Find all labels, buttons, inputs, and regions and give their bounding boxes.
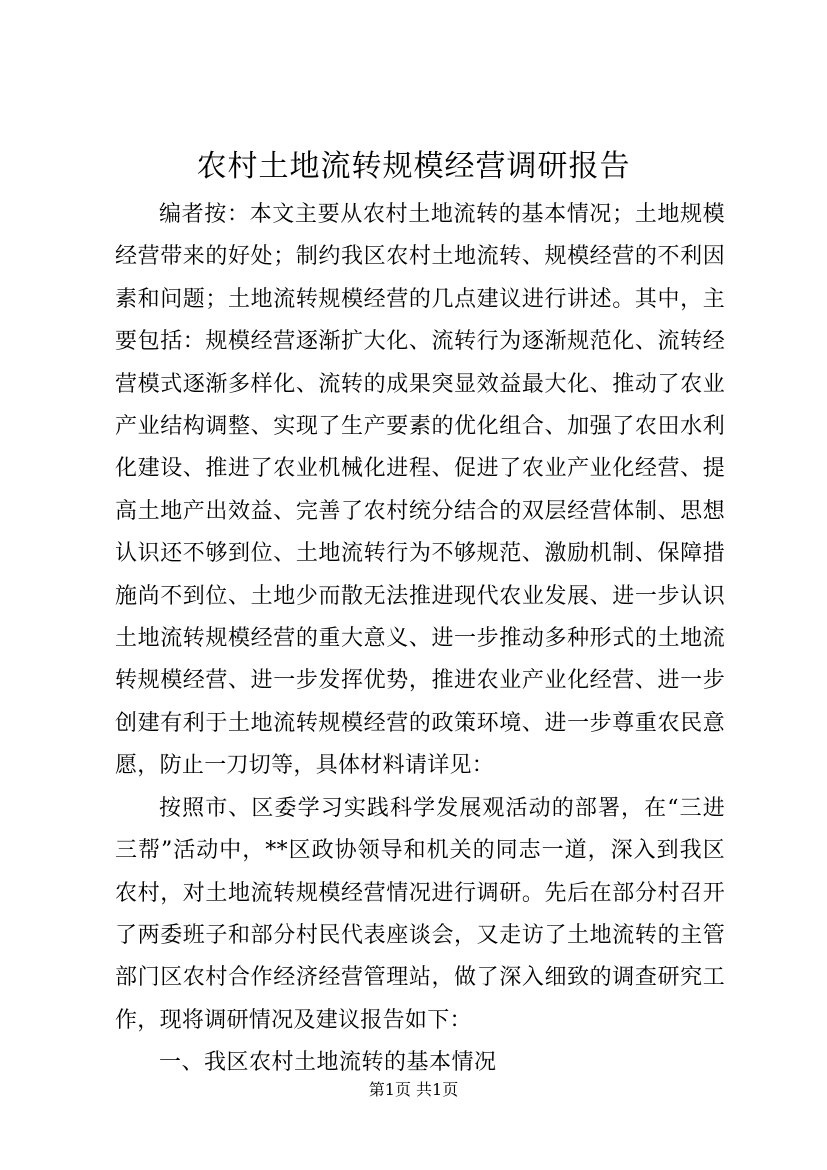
document-title: 农村土地流转规模经营调研报告 bbox=[196, 149, 631, 184]
intro-paragraph: 按照市、区委学习实践科学发展观活动的部署，在“三进三帮”活动中，**区政协领导和机关的同志一道，深入到我区农村，对土地流转规模经营情况进行调研。先后在部分村召开了两委班子和部分村民代表座谈会，又走访了土地流转的主管部门区农村合作经济经营管理站，做了深入细致的调查研究工作，现将调研情况及建议报告如下： bbox=[115, 795, 725, 1033]
editor-note-paragraph: 编者按：本文主要从农村土地流转的基本情况；土地规模经营带来的好处；制约我区农村土地流转、规模经营的不利因素和问题；土地流转规模经营的几点建议进行讲述。其中，主要包括：规模经营逐渐扩大化、流转行为逐渐规范化、流转经营模式逐渐多样化、流转的成果突显效益最大化、推动了农业产业结构调整、实现了生产要素的优化组合、加强了农田水利化建设、推进了农业机械化进程、促进了农业产业化经营、提高土地产出效益、完善了农村统分结合的双层经营体制、思想认识还不够到位、土地流转行为不够规范、激励机制、保障措施尚不到位、土地少而散无法推进现代农业发展、进一步认识土地流转规模经营的重大意义、进一步推动多种形式的土地流转规模经营、进一步发挥优势，推进农业产业化经营、进一步创建有利于土地流转规模经营的政策环境、进一步尊重农民意愿，防止一刀切等，具体材料请详见： bbox=[115, 202, 725, 779]
document-body bbox=[115, 194, 725, 1085]
section-heading: 一、我区农村土地流转的基本情况 bbox=[159, 1050, 497, 1076]
page-footer: 第1页 共1页 bbox=[368, 1080, 459, 1099]
